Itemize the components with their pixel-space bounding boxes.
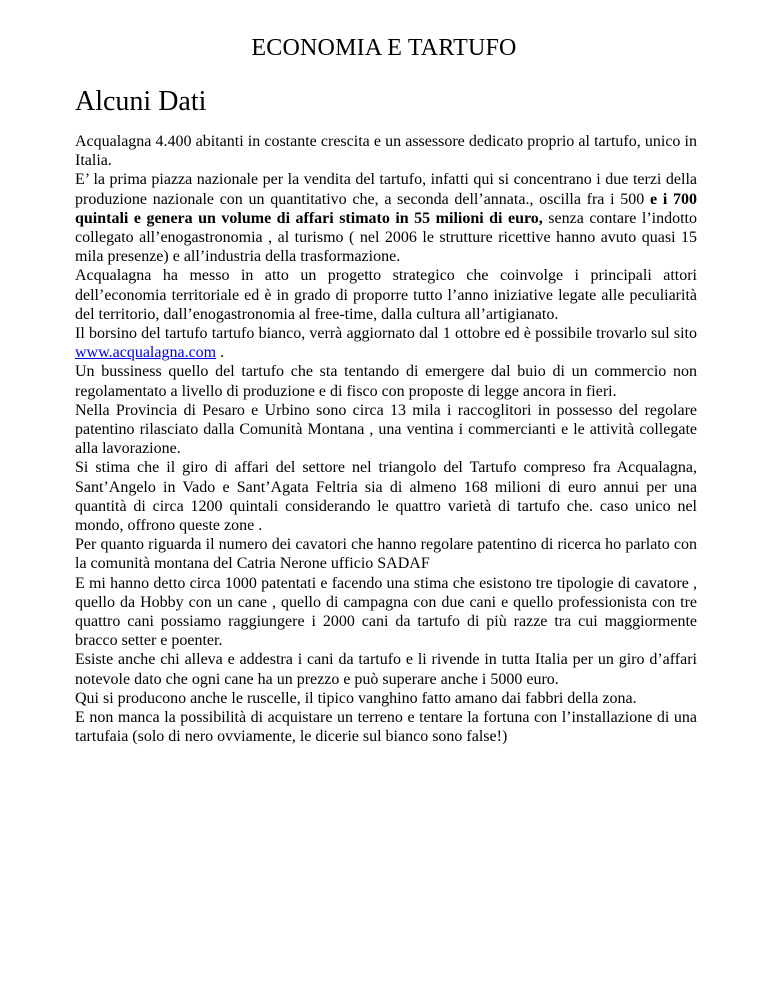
paragraph-market-bold: e i 700 quintali e genera un volume di affari stimato in 55 milioni di euro, bbox=[75, 190, 697, 227]
document-body bbox=[75, 132, 697, 747]
paragraph-ruscelle: Qui si producono anche le ruscelle, il tipico vanghino fatto amano dai fabbri della zona. bbox=[75, 689, 637, 707]
paragraph-market-text-b: senza contare l’indotto collegato all’enogastronomia , al turismo ( nel 2006 le strutture ricettive hanno avuto quasi 15 mila presenze) e all’industria della trasformazione. bbox=[75, 209, 697, 266]
paragraph-borsino-text-a: Il borsino del tartufo tartufo bianco, verrà aggiornato dal 1 ottobre ed è possibile trovarlo sul sito bbox=[75, 325, 697, 343]
paragraph-business: Un bussiness quello del tartufo che sta tentando di emergere dal buio di un commercio non regolamentato a livello di produzione e di fisco con proposte di legge ancora in fieri. bbox=[75, 363, 697, 400]
paragraph-estimate: Si stima che il giro di affari del settore nel triangolo del Tartufo compreso fra Acqualagna, Sant’Angelo in Vado e Sant’Agata Feltria sia di almeno 168 milioni di euro annui per una quantità di circa 1200 quintali considerando le quattro varietà di tartufo che. caso unico nel mondo, offrono queste zone . bbox=[75, 459, 697, 535]
paragraph-population: Acqualagna 4.400 abitanti in costante crescita e un assessore dedicato proprio al tartufo, unico in Italia. bbox=[75, 133, 697, 170]
paragraph-market-text-a: E’ la prima piazza nazionale per la vendita del tartufo, infatti qui si concentrano i due terzi della produzione nazionale con un quantitativo che, a seconda dell’annata., oscilla fra i 500 bbox=[75, 171, 697, 208]
section-heading: Alcuni Dati bbox=[75, 86, 207, 117]
paragraph-tartufaia: E non manca la possibilità di acquistare un terreno e tentare la fortuna con l’installazione di una tartufaia (solo di nero ovviamente, le dicerie sul bianco sono false!) bbox=[75, 709, 697, 746]
document-title: ECONOMIA E TARTUFO bbox=[251, 35, 517, 61]
paragraph-cavatori: Per quanto riguarda il numero dei cavatori che hanno regolare patentino di ricerca ho parlato con la comunità montana del Catria Nerone ufficio SADAF bbox=[75, 536, 697, 573]
website-link[interactable]: www.acqualagna.com bbox=[75, 344, 217, 362]
paragraph-breeding: Esiste anche chi alleva e addestra i cani da tartufo e li rivende in tutta Italia per un giro d’affari notevole dato che ogni cane ha un prezzo e può superare anche i 5000 euro. bbox=[75, 651, 697, 688]
paragraph-borsino-text-b: . bbox=[216, 344, 225, 362]
paragraph-dogs: E mi hanno detto circa 1000 patentati e facendo una stima che esistono tre tipologie di cavatore , quello da Hobby con un cane , quello di campagna con due cani e quello professionista con tre quattro cani possiamo raggiungere i 2000 cani da tartufo di più razze tra cui maggiormente bracco setter e poenter. bbox=[75, 574, 697, 650]
paragraph-borsino bbox=[75, 324, 697, 362]
paragraph-market bbox=[75, 170, 697, 266]
paragraph-strategy: Acqualagna ha messo in atto un progetto strategico che coinvolge i principali attori dell’economia territoriale ed è in grado di proporre tutto l’anno iniziative legate alle peculiarità del territorio, dall’enogastronomia al free-time, dalla cultura all’artigianato. bbox=[75, 267, 697, 323]
paragraph-province: Nella Provincia di Pesaro e Urbino sono circa 13 mila i raccoglitori in possesso del regolare patentino rilasciato dalla Comunità Montana , una ventina i commercianti e le attività collegate alla lavorazione. bbox=[75, 401, 697, 458]
